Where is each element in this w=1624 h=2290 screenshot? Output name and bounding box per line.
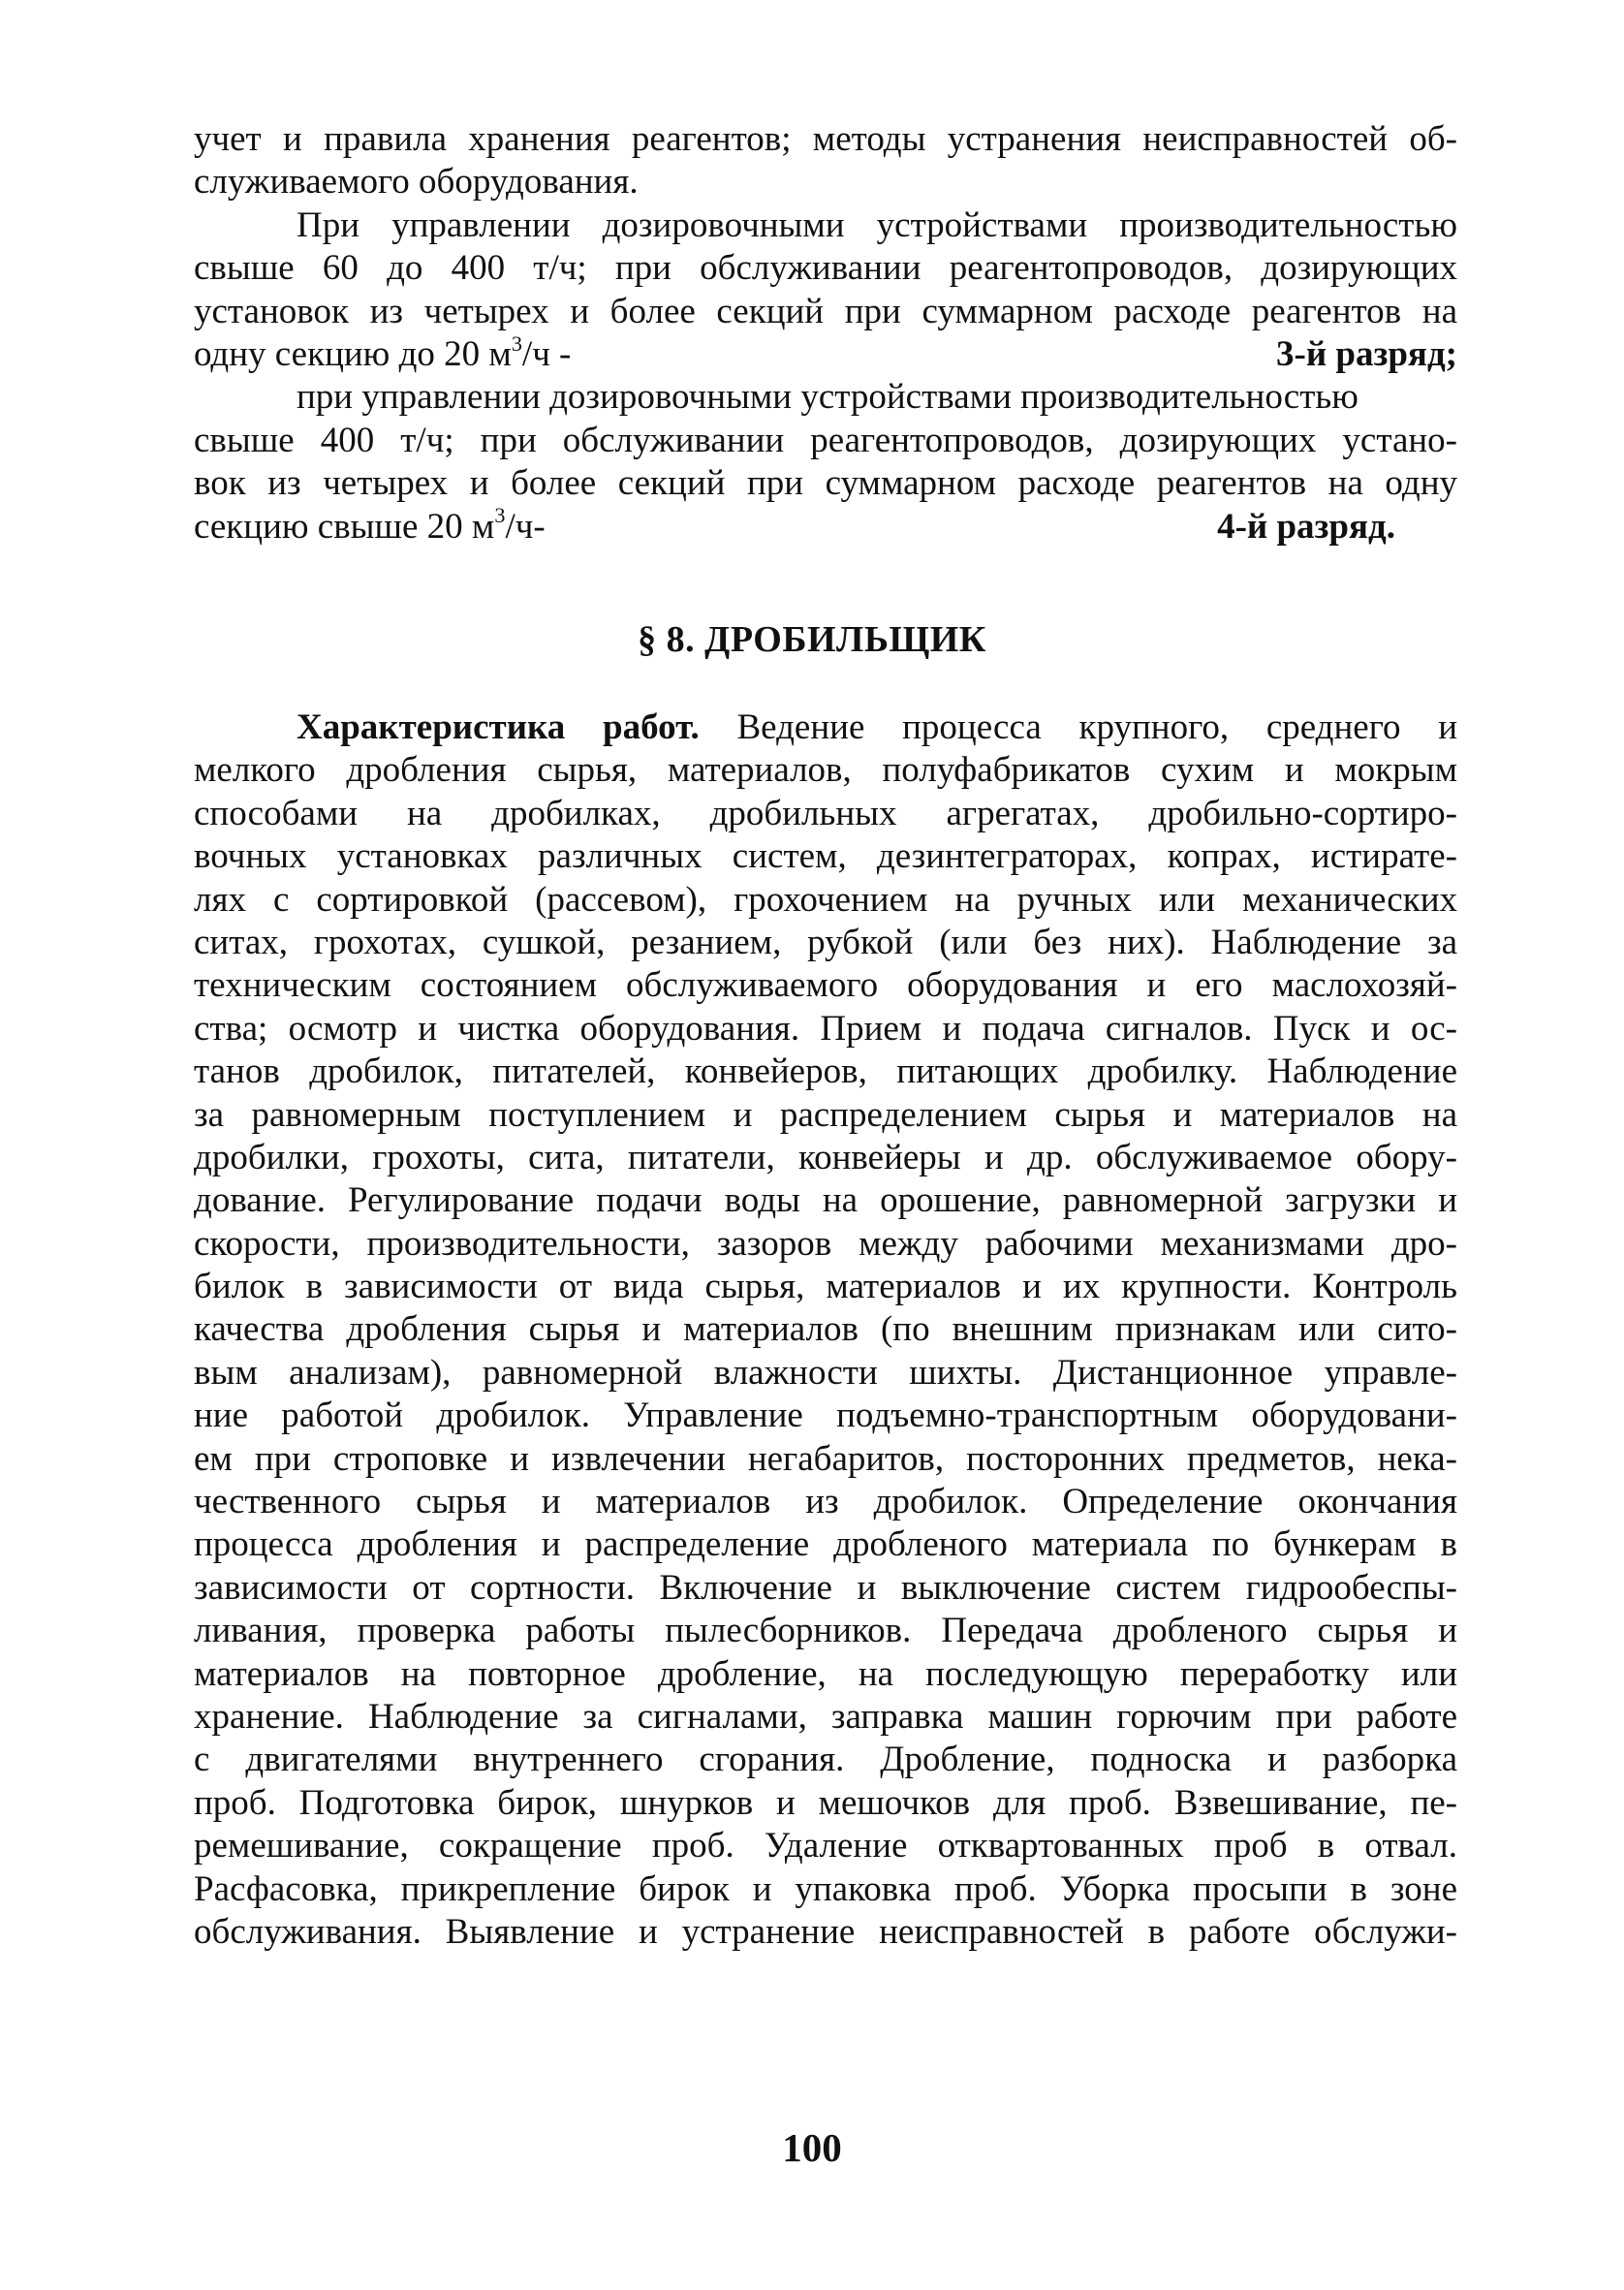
text-line: установок из четырех и более секций при суммарном расходе реагентов на (194, 291, 1457, 331)
text-fragment: /ч- (505, 506, 546, 547)
text-fragment: секцию свыше 20 м (194, 506, 495, 547)
text-line (194, 706, 1457, 749)
text-line: свыше 60 до 400 т/ч; при обслуживании реагентопроводов, дозирующих (194, 248, 1457, 289)
page-number: 100 (782, 2125, 842, 2170)
text-line: ливания, проверка работы пылесборников. Передача дробленого сырья и (194, 1611, 1457, 1651)
text-line: вым анализам), равномерной влажности шихты. Дистанционное управле- (194, 1352, 1457, 1393)
text-line: за равномерным поступлением и распределением сырья и материалов на (194, 1094, 1457, 1135)
superscript: 3 (511, 330, 522, 356)
text-line: вок из четырех и более секций при суммарном расходе реагентов на одну (194, 463, 1457, 504)
text-line: материалов на повторное дробление, на последующую переработку или (194, 1653, 1457, 1694)
text-line: билок в зависимости от вида сырья, материалов и их крупности. Контроль (194, 1267, 1457, 1307)
text-line: хранение. Наблюдение за сигналами, заправка машин горючим при работе (194, 1696, 1457, 1737)
text-line: лях с сортировкой (рассевом), грохочением на ручных или механических (194, 879, 1457, 920)
characteristics-lines (194, 749, 1457, 1954)
text-line: качества дробления сырья и материалов (по внешним признакам или сито- (194, 1309, 1457, 1350)
text-line: учет и правила хранения реагентов; методы устранения неисправностей об- (194, 119, 1457, 159)
text-line: свыше 400 т/ч; при обслуживании реагентопроводов, дозирующих устано- (194, 420, 1457, 460)
text-line: проб. Подготовка бирок, шнурков и мешочков для проб. Взвешивание, пе- (194, 1782, 1457, 1823)
text-line: дробилки, грохоты, сита, питатели, конвейеры и др. обслуживаемое обору- (194, 1137, 1457, 1177)
text-line: служиваемого оборудования. (194, 162, 639, 203)
text-line-with-grade (194, 330, 1457, 376)
text-line: при управлении дозировочными устройствами производительностью (297, 377, 1359, 418)
characteristics-lead: Характеристика работ. (297, 707, 700, 747)
text-line: процесса дробления и распределение дробленого материала по бункерам в (194, 1524, 1457, 1565)
characteristics-block (194, 706, 1457, 1954)
text-line: ства; осмотр и чистка оборудования. Прием и подача сигналов. Пуск и ос- (194, 1008, 1457, 1049)
text-line: способами на дробилках, дробильных агрегатах, дробильно-сортиро- (194, 793, 1457, 833)
text-fragment: /ч - (521, 333, 572, 374)
text-fragment: одну секцию до 20 м (194, 333, 512, 374)
text-line: с двигателями внутреннего сгорания. Дробление, подноска и разборка (194, 1740, 1457, 1780)
text-line: ремешивание, сокращение проб. Удаление отквартованных проб в отвал. (194, 1826, 1457, 1867)
grade-label: 4-й разряд. (1217, 506, 1395, 547)
text-line: скорости, производительности, зазоров между рабочими механизмами дро- (194, 1223, 1457, 1264)
text-line: техническим состоянием обслуживаемого оборудования и его маслохозяй- (194, 965, 1457, 1006)
text-line: При управлении дозировочными устройствами производительностью (297, 204, 1457, 245)
text-line: ситах, грохотах, сушкой, резанием, рубкой (или без них). Наблюдение за (194, 922, 1457, 962)
text-line: чественного сырья и материалов из дробилок. Определение окончания (194, 1482, 1457, 1522)
text-line: обслуживания. Выявление и устранение неисправностей в работе обслужи- (194, 1911, 1457, 1952)
text-line: танов дробилок, питателей, конвейеров, питающих дробилку. Наблюдение (194, 1051, 1457, 1092)
text-line-with-grade (194, 503, 1457, 549)
text-line: Расфасовка, прикрепление бирок и упаковка проб. Уборка просыпи в зоне (194, 1868, 1457, 1909)
section-heading: § 8. ДРОБИЛЬЩИК (638, 619, 986, 660)
grade-label: 3-й разряд; (1276, 333, 1457, 374)
text-line: зависимости от сортности. Включение и выключение систем гидрообеспы- (194, 1567, 1457, 1608)
text-fragment: Ведение процесса крупного, среднего и (699, 707, 1458, 747)
text-line: дование. Регулирование подачи воды на орошение, равномерной загрузки и (194, 1180, 1457, 1221)
text-line: ем при строповке и извлечении негабаритов, посторонних предметов, нека- (194, 1438, 1457, 1479)
text-line: мелкого дробления сырья, материалов, полуфабрикатов сухим и мокрым (194, 750, 1457, 791)
text-line: ние работой дробилок. Управление подъемно-транспортным оборудовани- (194, 1396, 1457, 1436)
top-text-block (194, 118, 1457, 549)
text-line: вочных установках различных систем, дезинтеграторах, копрах, истирате- (194, 836, 1457, 877)
superscript: 3 (494, 503, 506, 528)
